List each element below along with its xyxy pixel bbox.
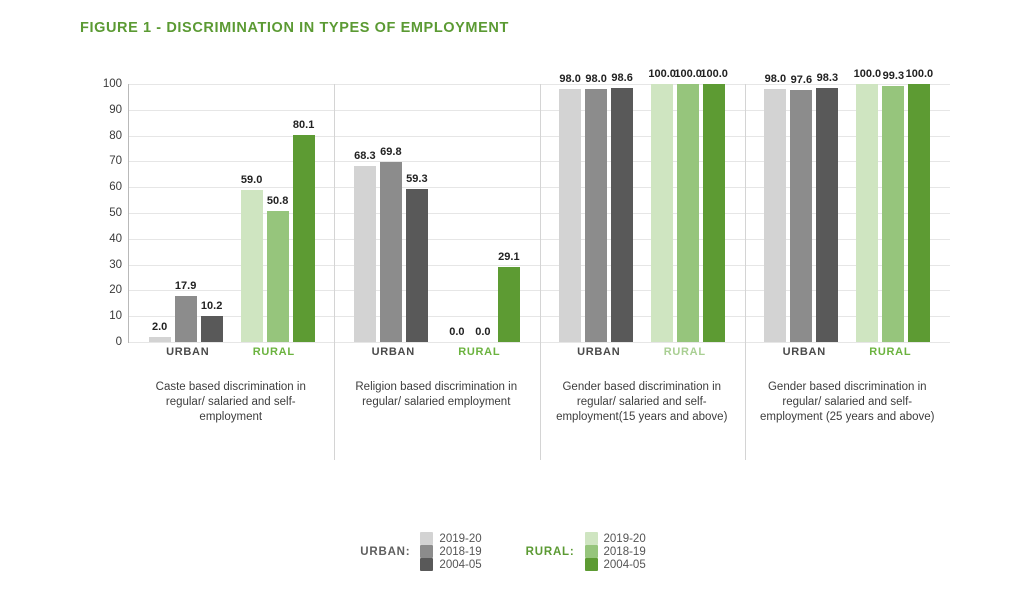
bar-value-label: 59.3 xyxy=(406,173,428,186)
legend-swatch xyxy=(420,545,433,558)
y-axis-tick: 60 xyxy=(109,181,122,194)
bar-value-label: 68.3 xyxy=(354,149,376,162)
legend-item[interactable] xyxy=(420,545,481,558)
bar[interactable] xyxy=(856,84,878,342)
sublabel-urban: URBAN xyxy=(166,346,210,358)
bar-holder xyxy=(241,84,263,342)
bar-subgroup-rural xyxy=(232,84,324,342)
legend-urban-items xyxy=(420,532,499,571)
y-axis-tick: 80 xyxy=(109,129,122,142)
legend-swatch xyxy=(585,545,598,558)
plot-area xyxy=(102,68,950,348)
legend-label: 2018-19 xyxy=(439,545,482,558)
y-axis-tick: 0 xyxy=(115,336,122,348)
legend-item[interactable] xyxy=(420,558,481,571)
bar-subgroup-rural xyxy=(642,68,734,342)
bar-group xyxy=(129,84,334,342)
bar-holder xyxy=(882,69,905,342)
bar-holder xyxy=(816,72,839,342)
bar-value-label: 98.3 xyxy=(816,72,839,85)
bar-value-label: 50.8 xyxy=(266,194,289,207)
bar-value-label: 17.9 xyxy=(174,279,197,292)
bar-value-label: 29.1 xyxy=(498,250,520,263)
bar[interactable] xyxy=(611,88,633,342)
legend-title-urban: URBAN: xyxy=(360,545,411,558)
bar-subgroup-rural xyxy=(847,68,939,342)
bar-holder xyxy=(472,84,494,342)
legend-swatch xyxy=(420,558,433,571)
legend-item[interactable] xyxy=(585,558,646,571)
y-axis-tick: 90 xyxy=(109,103,122,116)
legend-swatch xyxy=(585,558,598,571)
legend-title-rural: RURAL: xyxy=(525,545,575,558)
bar[interactable] xyxy=(201,316,223,342)
legend-label: 2019-20 xyxy=(603,532,646,545)
bar-holder xyxy=(354,84,376,342)
bar-holder xyxy=(149,84,171,342)
chart-legend xyxy=(0,532,1024,571)
bar-value-label: 97.6 xyxy=(790,74,813,87)
bar-group xyxy=(745,68,950,342)
y-axis-tick: 50 xyxy=(109,207,122,219)
bar[interactable] xyxy=(677,84,699,342)
bar-value-label: 100.0 xyxy=(674,68,702,80)
bar-value-label: 0.0 xyxy=(449,326,465,338)
group-caption: Gender based discrimination in regular/ salaried and self-employment(15 years and above) xyxy=(556,381,728,423)
legend-swatch xyxy=(585,532,598,545)
bar-holder xyxy=(293,84,315,342)
bar-group xyxy=(334,84,539,342)
bar[interactable] xyxy=(380,162,402,342)
y-axis-tick: 100 xyxy=(102,78,122,90)
legend-label: 2018-19 xyxy=(603,545,646,558)
bar-value-label: 100.0 xyxy=(648,68,676,80)
bar-value-label: 98.6 xyxy=(611,71,633,84)
sublabel-inner xyxy=(147,346,315,358)
y-axis-tick: 10 xyxy=(109,310,122,323)
bar-value-label: 69.8 xyxy=(380,145,402,158)
bar[interactable] xyxy=(175,296,197,342)
bar-group xyxy=(540,68,745,342)
bar-value-label: 98.0 xyxy=(764,73,787,86)
bar[interactable] xyxy=(149,337,171,342)
sublabel-urban: URBAN xyxy=(577,346,621,358)
legend-item[interactable] xyxy=(420,532,481,545)
bar-value-label: 98.0 xyxy=(585,73,607,86)
bar[interactable] xyxy=(816,88,838,342)
bar-groups xyxy=(129,68,950,342)
sublabel-inner xyxy=(558,346,726,358)
bar-chart xyxy=(80,68,960,492)
sublabel-inner xyxy=(763,346,931,358)
bar[interactable] xyxy=(267,211,289,342)
bar[interactable] xyxy=(651,84,673,342)
bar-holder xyxy=(559,73,581,342)
bar-subgroup-rural xyxy=(437,84,529,342)
page-title: FIGURE 1 - DISCRIMINATION IN TYPES OF EMPLOYMENT xyxy=(80,20,509,36)
sublabel-group xyxy=(334,346,540,358)
axis-sublabels xyxy=(128,346,950,358)
bar-value-label: 80.1 xyxy=(292,119,315,132)
bar-holder xyxy=(790,74,813,342)
bar[interactable] xyxy=(585,89,607,342)
group-caption: Religion based discrimination in regular/ salaried employment xyxy=(355,381,518,408)
y-axis-tick: 20 xyxy=(109,284,122,297)
sublabel-group xyxy=(539,346,745,358)
bar-holder xyxy=(674,68,702,342)
bar[interactable] xyxy=(293,135,315,342)
bar[interactable] xyxy=(406,189,428,342)
legend-item[interactable] xyxy=(585,545,646,558)
legend-item[interactable] xyxy=(585,532,646,545)
bar-holder xyxy=(267,84,289,342)
bar[interactable] xyxy=(559,89,581,342)
sublabel-inner xyxy=(352,346,520,358)
sublabel-group xyxy=(128,346,334,358)
bar-value-label: 100.0 xyxy=(905,68,934,80)
bar-holder xyxy=(175,84,197,342)
bar[interactable] xyxy=(764,89,786,342)
sublabel-rural: RURAL xyxy=(869,346,912,358)
bar-value-label: 2.0 xyxy=(151,320,168,333)
y-axis-tick: 70 xyxy=(109,155,122,168)
sublabel-rural: RURAL xyxy=(663,346,706,358)
legend-label: 2019-20 xyxy=(439,532,482,545)
bar-value-label: 100.0 xyxy=(853,68,882,80)
bar-holder xyxy=(853,68,882,342)
bar[interactable] xyxy=(703,84,725,342)
bar-holder xyxy=(648,68,676,342)
sublabel-group xyxy=(745,346,951,358)
group-caption: Caste based discrimination in regular/ salaried and self-employment xyxy=(155,381,306,423)
sublabel-urban: URBAN xyxy=(782,346,826,358)
bar[interactable] xyxy=(882,86,904,342)
bar-holder xyxy=(201,84,223,342)
bar-subgroup-urban xyxy=(140,84,232,342)
bar-value-label: 99.3 xyxy=(882,69,905,82)
bar-subgroup-urban xyxy=(550,71,642,342)
bar-subgroup-urban xyxy=(345,84,437,342)
axis-captions xyxy=(128,380,950,425)
sublabel-rural: RURAL xyxy=(252,346,295,358)
bar-value-label: 100.0 xyxy=(700,68,728,80)
bar-value-label: 59.0 xyxy=(240,173,263,186)
bar-value-label: 98.0 xyxy=(559,73,581,86)
y-axis-tick: 30 xyxy=(109,258,122,271)
bar-holder xyxy=(764,73,787,342)
legend-label: 2004-05 xyxy=(603,558,646,571)
bar-holder xyxy=(700,68,728,342)
group-caption: Gender based discrimination in regular/ salaried and self-employment (25 years and above) xyxy=(759,381,935,423)
bar-holder xyxy=(611,71,633,342)
bar-value-label: 10.2 xyxy=(200,299,223,312)
bar[interactable] xyxy=(354,166,376,342)
legend-label: 2004-05 xyxy=(439,558,482,571)
sublabel-rural: RURAL xyxy=(458,346,501,358)
sublabel-urban: URBAN xyxy=(371,346,415,358)
bar-holder xyxy=(406,84,428,342)
legend-rural-items xyxy=(585,532,664,571)
bar-subgroup-urban xyxy=(755,72,847,342)
bar[interactable] xyxy=(790,90,812,342)
y-axis-tick: 40 xyxy=(109,232,122,245)
bar-holder xyxy=(380,84,402,342)
bar-holder xyxy=(446,84,468,342)
bar-holder xyxy=(905,68,934,342)
bar[interactable] xyxy=(241,190,263,342)
bar-value-label: 0.0 xyxy=(475,326,491,338)
bar[interactable] xyxy=(498,267,520,342)
bar-holder xyxy=(585,73,607,342)
bar-holder xyxy=(498,84,520,342)
legend-swatch xyxy=(420,532,433,545)
bar[interactable] xyxy=(908,84,930,342)
